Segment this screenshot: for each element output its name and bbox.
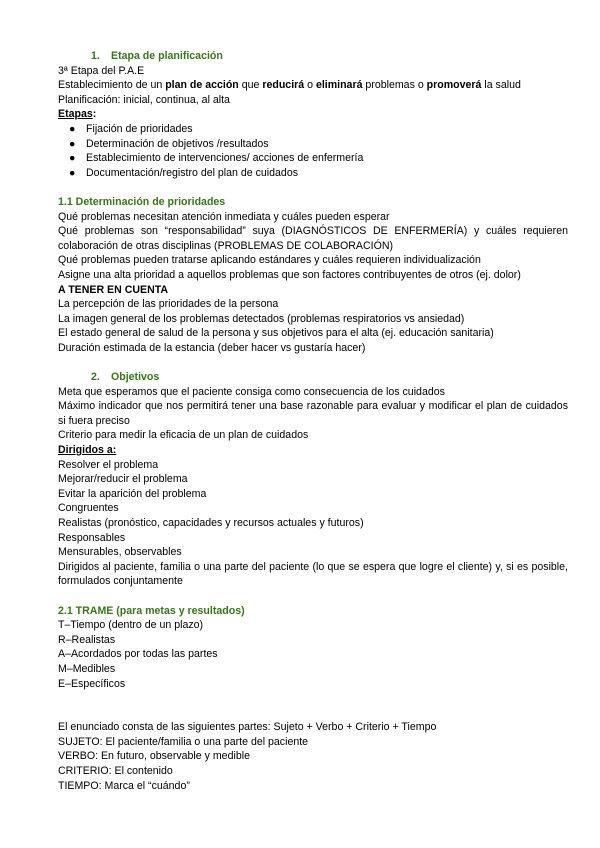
paragraph-line: Responsables — [58, 531, 126, 544]
etapas-label — [58, 107, 568, 122]
list-item — [58, 166, 568, 181]
section-1-intro — [58, 78, 568, 93]
paragraph-line: Resolver el problema — [58, 458, 159, 471]
paragraph-line: Qué problemas son “responsabilidad” suya (DIAGNÓSTICOS DE ENFERMERÍA) y cuáles requieren colaboración de otras disciplinas (PROBLEMAS DE COLABORACIÓN) — [58, 225, 568, 252]
list-item-text: Fijación de prioridades — [86, 122, 193, 135]
bullet-icon: ● — [69, 152, 76, 165]
trame-item: E–Específicos — [58, 677, 126, 690]
paragraph-line: Realistas (pronóstico, capacidades y recursos actuales y futuros) — [58, 517, 364, 529]
trame-item: A–Acordados por todas las partes — [58, 648, 218, 661]
etapas-list — [58, 122, 568, 180]
paragraph-line: Mensurables, observables — [58, 546, 182, 559]
list-item — [58, 122, 568, 137]
trame-item: T–Tiempo (dentro de un plazo) — [58, 619, 204, 632]
bullet-icon: ● — [69, 122, 76, 135]
spacer — [58, 691, 568, 720]
etapas-label-text: Etapas — [58, 108, 93, 121]
intro-bold-promovera: promoverá — [426, 79, 482, 92]
enunciado-line: El enunciado consta de las siguientes partes: Sujeto + Verbo + Criterio + Tiempo — [58, 721, 437, 734]
paragraph-line: El estado general de salud de la persona y sus objetivos para el alta (ej. educación sanitaria) — [58, 327, 494, 340]
intro-text: la salud — [481, 79, 521, 92]
intro-text: que — [238, 79, 263, 92]
enunciado-line: TIEMPO: Marca el “cuándo” — [58, 779, 190, 792]
paragraph-line: Asigne una alta prioridad a aquellos problemas que son factores contribuyentes de otros (ej. dolor) — [58, 268, 521, 281]
paragraph-line: Congruentes — [58, 502, 119, 515]
bullet-icon: ● — [69, 166, 76, 179]
paragraph-line: La imagen general de los problemas detectados (problemas respiratorios vs ansiedad) — [58, 312, 465, 325]
list-item-text: Establecimiento de intervenciones/ acciones de enfermería — [86, 152, 364, 165]
section-1-1-heading: 1.1 Determinación de prioridades — [58, 195, 226, 208]
tener-en-cuenta-heading: A TENER EN CUENTA — [58, 283, 169, 296]
list-item — [58, 151, 568, 166]
intro-bold-plan: plan de acción — [165, 79, 239, 92]
section-1-subtitle: 3ª Etapa del P.A.E — [58, 64, 145, 77]
paragraph-line: Evitar la aparición del problema — [58, 487, 207, 500]
list-item-text: Determinación de objetivos /resultados — [86, 137, 269, 150]
planning-line: Planificación: inicial, continua, al alta — [58, 93, 230, 106]
trame-item: R–Realistas — [58, 633, 116, 646]
spacer — [58, 355, 568, 370]
paragraph-line: Criterio para medir la eficacia de un plan de cuidados — [58, 429, 309, 442]
paragraph-line: Mejorar/reducir el problema — [58, 473, 188, 486]
list-item — [58, 137, 568, 152]
paragraph-line: Duración estimada de la estancia (deber hacer vs gustaría hacer) — [58, 341, 366, 354]
trame-item: M–Medibles — [58, 662, 116, 675]
spacer — [58, 589, 568, 604]
intro-bold-reducira: reducirá — [262, 79, 305, 92]
enunciado-line: SUJETO: El paciente/familia o una parte del paciente — [58, 735, 309, 748]
section-2-title: Objetivos — [111, 371, 160, 384]
etapas-colon: : — [92, 108, 97, 121]
paragraph-line: Máximo indicador que nos permitirá tener una base razonable para evaluar y modificar el plan de cuidados si fuera preciso — [58, 400, 568, 427]
section-1-title: Etapa de planificación — [111, 50, 223, 62]
intro-bold-eliminara: eliminará — [315, 79, 363, 92]
section-2-heading — [58, 370, 568, 385]
section-2-1-heading: 2.1 TRAME (para metas y resultados) — [58, 604, 245, 617]
paragraph-line: Qué problemas pueden tratarse aplicando estándares y cuáles requieren individualización — [58, 254, 481, 267]
document-content — [58, 49, 568, 793]
list-item-text: Documentación/registro del plan de cuidados — [86, 166, 299, 179]
intro-text: Establecimiento de un — [58, 79, 166, 92]
intro-text: o — [304, 79, 316, 92]
section-2-number: 2. — [91, 371, 100, 384]
paragraph-line: Qué problemas necesitan atención inmediata y cuáles pueden esperar — [58, 210, 390, 223]
paragraph-line: La percepción de las prioridades de la persona — [58, 298, 279, 311]
bullet-icon: ● — [69, 137, 76, 150]
paragraph-line: Meta que esperamos que el paciente consiga como consecuencia de los cuidados — [58, 385, 445, 398]
dirigidos-heading — [58, 443, 568, 458]
dirigidos-label: Dirigidos a: — [58, 444, 117, 457]
intro-text: problemas o — [362, 79, 427, 92]
paragraph-line: Dirigidos al paciente, familia o una parte del paciente (lo que se espera que logre el cliente) y, si es posible, formulados conjuntamente — [58, 560, 568, 588]
section-1-number: 1. — [91, 50, 100, 62]
enunciado-line: CRITERIO: El contenido — [58, 764, 173, 777]
section-1-heading — [58, 49, 568, 64]
spacer — [58, 180, 568, 195]
enunciado-line: VERBO: En futuro, observable y medible — [58, 750, 250, 763]
